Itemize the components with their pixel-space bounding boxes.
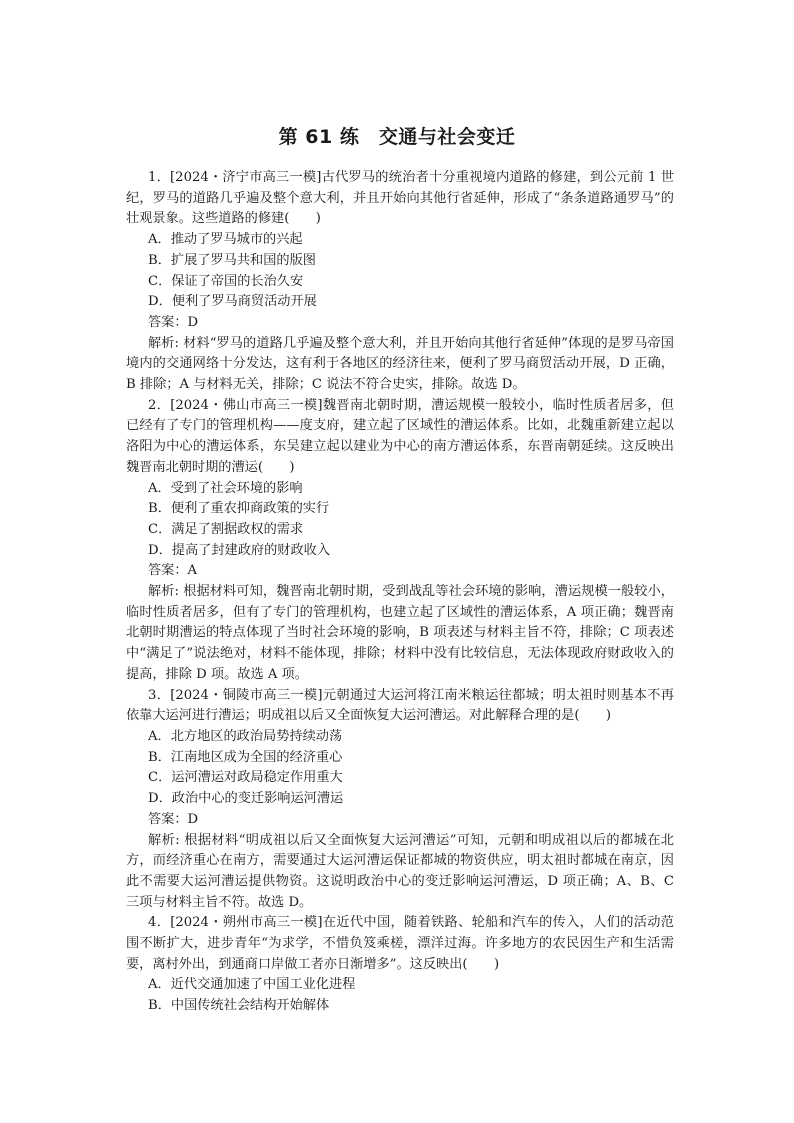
- answer: 答案：A: [148, 563, 198, 579]
- option-a: A．推动了罗马城市的兴起: [148, 232, 303, 248]
- question-3: [126, 686, 674, 914]
- question-stem: 4．[2024・朔州市高三一模]在近代中国，随着铁路、轮船和汽车的传入，人们的活动范围不断扩大，进步青年“为求学，不惜负笈乘槎，漂洋过海。许多地方的农民因生产和生活需要，离村外出，到通商口岸做工者亦日渐增多”。这反映出( ): [126, 915, 674, 972]
- option-b: B．扩展了罗马共和国的版图: [148, 252, 316, 268]
- option-c: C．运河漕运对政局稳定作用重大: [148, 770, 343, 786]
- option-c: C．满足了割据政权的需求: [148, 521, 304, 537]
- question-list: [126, 168, 674, 1017]
- question-4: [126, 913, 674, 1017]
- question-1: [126, 168, 674, 396]
- analysis: 解析: 根据材料可知，魏晋南北朝时期，受到战乱等社会环境的影响，漕运规模一般较小，临时性质者居多，但有了专门的管理机构，也建立起了区域性的漕运体系，A 项正确；魏晋南北朝时期漕运的特点体现了当时社会环境的影响，B 项表述与材料主旨不符，排除；C 项表述中“满足了”说法绝对，材料不能体现，排除；材料中没有比较信息，无法体现政府财政收入的提高，排除 D 项。故选 A 项。: [126, 584, 674, 682]
- option-b: B．中国传统社会结构开始解体: [148, 998, 330, 1014]
- option-d: D．政治中心的变迁影响运河漕运: [148, 791, 344, 807]
- answer: 答案：D: [148, 811, 199, 827]
- option-a: A．北方地区的政治局势持续动荡: [148, 728, 343, 744]
- option-c: C．保证了帝国的长治久安: [148, 273, 304, 289]
- question-2: [126, 396, 674, 686]
- option-d: D．提高了封建政府的财政收入: [148, 542, 331, 558]
- option-d: D．便利了罗马商贸活动开展: [148, 294, 317, 310]
- option-b: B．便利了重农抑商政策的实行: [148, 501, 330, 517]
- question-stem: 1．[2024・济宁市高三一模]古代罗马的统治者十分重视境内道路的修建，到公元前 1 世纪，罗马的道路几乎遍及整个意大利，并且开始向其他行省延伸，形成了“条条道路通罗马”的壮观景象。这些道路的修建( ): [126, 170, 674, 227]
- option-a: A．近代交通加速了中国工业化进程: [148, 977, 356, 993]
- option-a: A．受到了社会环境的影响: [148, 480, 303, 496]
- option-b: B．江南地区成为全国的经济重心: [148, 749, 343, 765]
- analysis: 解析: 材料“罗马的道路几乎遍及整个意大利，并且开始向其他行省延伸”体现的是罗马帝国境内的交通网络十分发达，这有利于各地区的经济往来，便利了罗马商贸活动开展，D 正确，B 排除；A 与材料无关，排除；C 说法不符合史实，排除。故选 D。: [126, 335, 674, 393]
- page-title: 第 61 练 交通与社会变迁: [278, 126, 516, 148]
- question-stem: 3．[2024・铜陵市高三一模]元朝通过大运河将江南米粮运往都城；明太祖时则基本不再依靠大运河进行漕运；明成祖以后又全面恢复大运河漕运。对此解释合理的是( ): [126, 687, 674, 724]
- question-stem: 2．[2024・佛山市高三一模]魏晋南北朝时期，漕运规模一般较小，临时性质者居多，但已经有了专门的管理机构——度支府，建立起了区域性的漕运体系。比如，北魏重新建立起以洛阳为中心的漕运体系，东吴建立起以建业为中心的南方漕运体系，东晋南朝延续。这反映出魏晋南北朝时期的漕运( ): [126, 397, 674, 475]
- analysis: 解析: 根据材料“明成祖以后又全面恢复大运河漕运”可知，元朝和明成祖以后的都城在北方，而经济重心在南方，需要通过大运河漕运保证都城的物资供应，明太祖时都城在南京，因此不需要大运河漕运提供物资。这说明政治中心的变迁影响运河漕运，D 项正确；A、B、C 三项与材料主旨不符。故选 D。: [126, 832, 674, 910]
- answer: 答案：D: [148, 314, 199, 330]
